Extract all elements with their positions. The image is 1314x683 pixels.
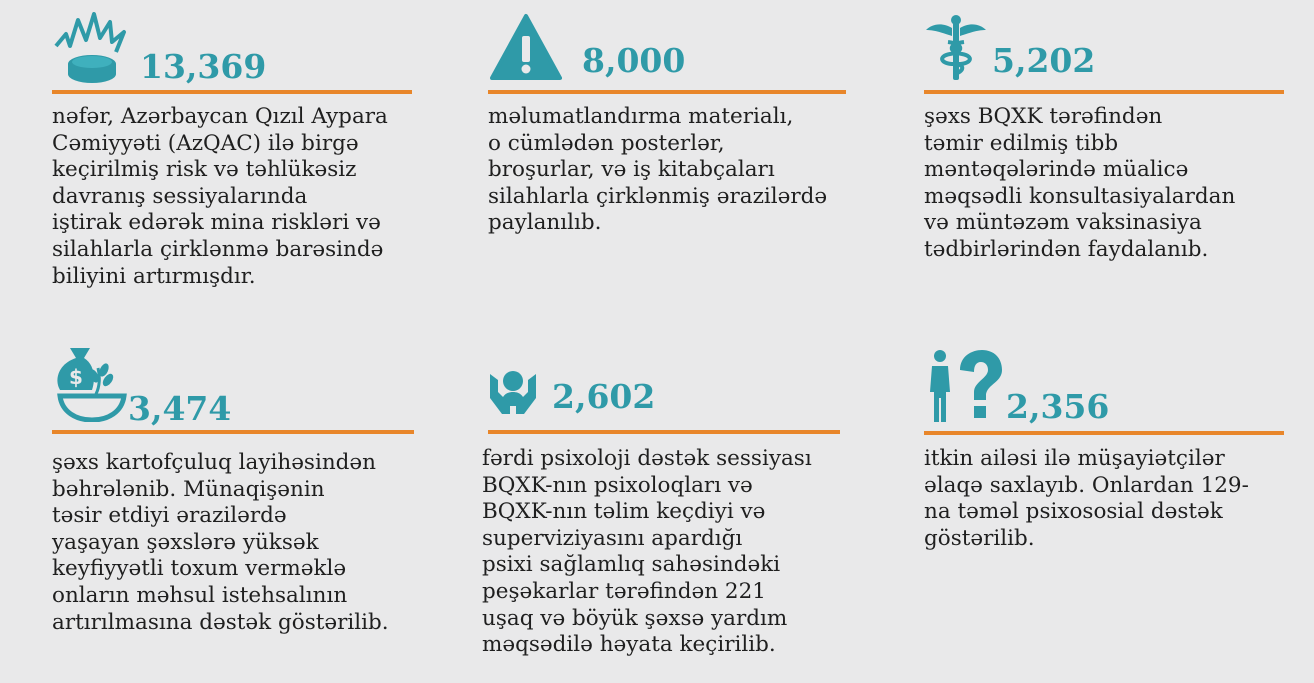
stat-value: 13,369 <box>140 47 267 86</box>
stat-value: 2,356 <box>1006 387 1110 426</box>
money-bag-grain-icon <box>52 342 128 422</box>
divider <box>488 90 846 94</box>
caduceus-icon <box>924 14 988 82</box>
stat-description: itkin ailəsi ilə müşayiətçilər əlaqə saxlayıb. Onlardan 129- na təməl psixososial dəstək göstərilib. <box>924 446 1249 551</box>
missing-person-icon <box>926 348 1006 424</box>
stat-value: 5,202 <box>992 41 1096 80</box>
warning-triangle-icon <box>490 12 562 82</box>
helping-hands-icon <box>486 370 540 420</box>
stat-description: nəfər, Azərbaycan Qızıl Aypara Cəmiyyəti (AzQAC) ilə birgə keçirilmiş risk və təhlükəsiz davranış sessiyalarında iştirak edərək mina riskləri və silahlarla çirklənmə barəsində biliyini artırmışdır. <box>52 104 388 289</box>
mine-explosion-icon <box>52 12 132 84</box>
divider <box>488 430 840 434</box>
stat-description: fərdi psixoloji dəstək sessiyası BQXK-nın psixoloqları və BQXK-nın təlim keçdiyi və superviziyasını apardığı psixi sağlamlıq sahəsindəki peşəkarlar tərəfindən 221 uşaq və böyük şəxsə yardım məqsədilə həyata keçirilib. <box>482 446 812 658</box>
divider <box>924 431 1284 435</box>
divider <box>924 90 1284 94</box>
stat-value: 8,000 <box>582 41 686 80</box>
stat-value: 2,602 <box>552 377 656 416</box>
stat-description: şəxs BQXK tərəfindən təmir edilmiş tibb məntəqələrində müalicə məqsədli konsultasiyalardan və müntəzəm vaksinasiya tədbirlərindən faydalanıb. <box>924 104 1236 262</box>
stat-description: məlumatlandırma materialı, o cümlədən posterlər, broşurlar, və iş kitabçaları silahlarla çirklənmiş ərazilərdə paylanılıb. <box>488 104 828 236</box>
divider <box>52 430 414 434</box>
divider <box>52 90 412 94</box>
stat-value: 3,474 <box>128 389 232 428</box>
svg-text:$: $ <box>69 365 83 389</box>
stat-description: şəxs kartofçuluq layihəsindən bəhrələnib. Münaqişənin təsir etdiyi ərazilərdə yaşayan şəxslərə yüksək keyfiyyətli toxum verməklə onların məhsul istehsalının artırılmasına dəstək göstərilib. <box>52 450 389 635</box>
